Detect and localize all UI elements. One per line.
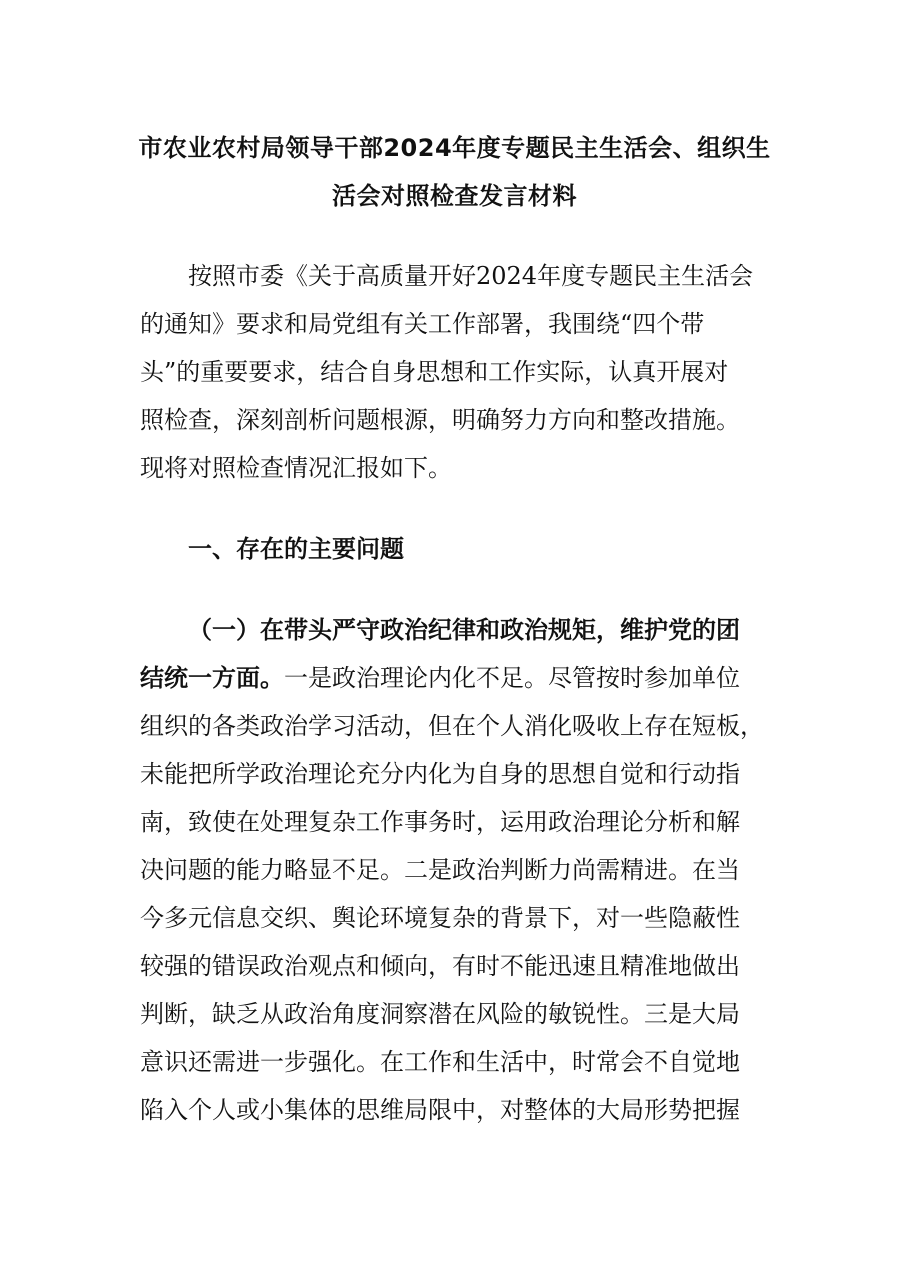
title-line-2: 活会对照检查发言材料 [332,182,577,210]
paragraph-line: 未能把所学政治理论充分内化为自身的思想自觉和行动指 [140,760,740,788]
paragraph-line: 决问题的能力略显不足。二是政治判断力尚需精进。在当 [140,856,740,884]
paragraph-line: 组织的各类政治学习活动，但在个人消化吸收上存在短板， [140,712,764,740]
document-title [120,124,789,220]
paragraph-line: 今多元信息交织、舆论环境复杂的背景下，对一些隐蔽性 [140,904,740,932]
intro-line: 的通知》要求和局党组有关工作部署，我围绕“四个带 [140,310,705,338]
paragraph-line [140,654,780,702]
paragraph-text: 一是政治理论内化不足。尽管按时参加单位 [284,664,740,692]
paragraph-line: 较强的错误政治观点和倾向，有时不能迅速且精准地做出 [140,952,740,980]
intro-line: 现将对照检查情况汇报如下。 [140,454,452,482]
title-line-1: 市农业农村局领导干部2024年度专题民主生活会、组织生 [138,134,771,162]
intro-line: 按照市委《关于高质量开好2024年度专题民主生活会 [188,262,754,290]
paragraph-line: 判断，缺乏从政治角度洞察潜在风险的敏锐性。三是大局 [140,1000,740,1028]
intro-line: 照检查，深刻剖析问题根源，明确努力方向和整改措施。 [140,406,740,434]
intro-line: 头”的重要要求，结合自身思想和工作实际，认真开展对 [140,358,729,386]
paragraph-line: 意识还需进一步强化。在工作和生活中，时常会不自觉地 [140,1048,740,1076]
section-heading: 一、存在的主要问题 [188,535,404,563]
intro-paragraph [140,252,780,492]
subsection-heading: （一）在带头严守政治纪律和政治规矩，维护党的团 [188,616,740,644]
paragraph-line: 南，致使在处理复杂工作事务时，运用政治理论分析和解 [140,808,740,836]
paragraph-line: 陷入个人或小集体的思维局限中，对整体的大局形势把握 [140,1096,740,1124]
subsection-heading-end: 结统一方面。 [140,664,284,692]
subsection-paragraph [140,606,780,1134]
